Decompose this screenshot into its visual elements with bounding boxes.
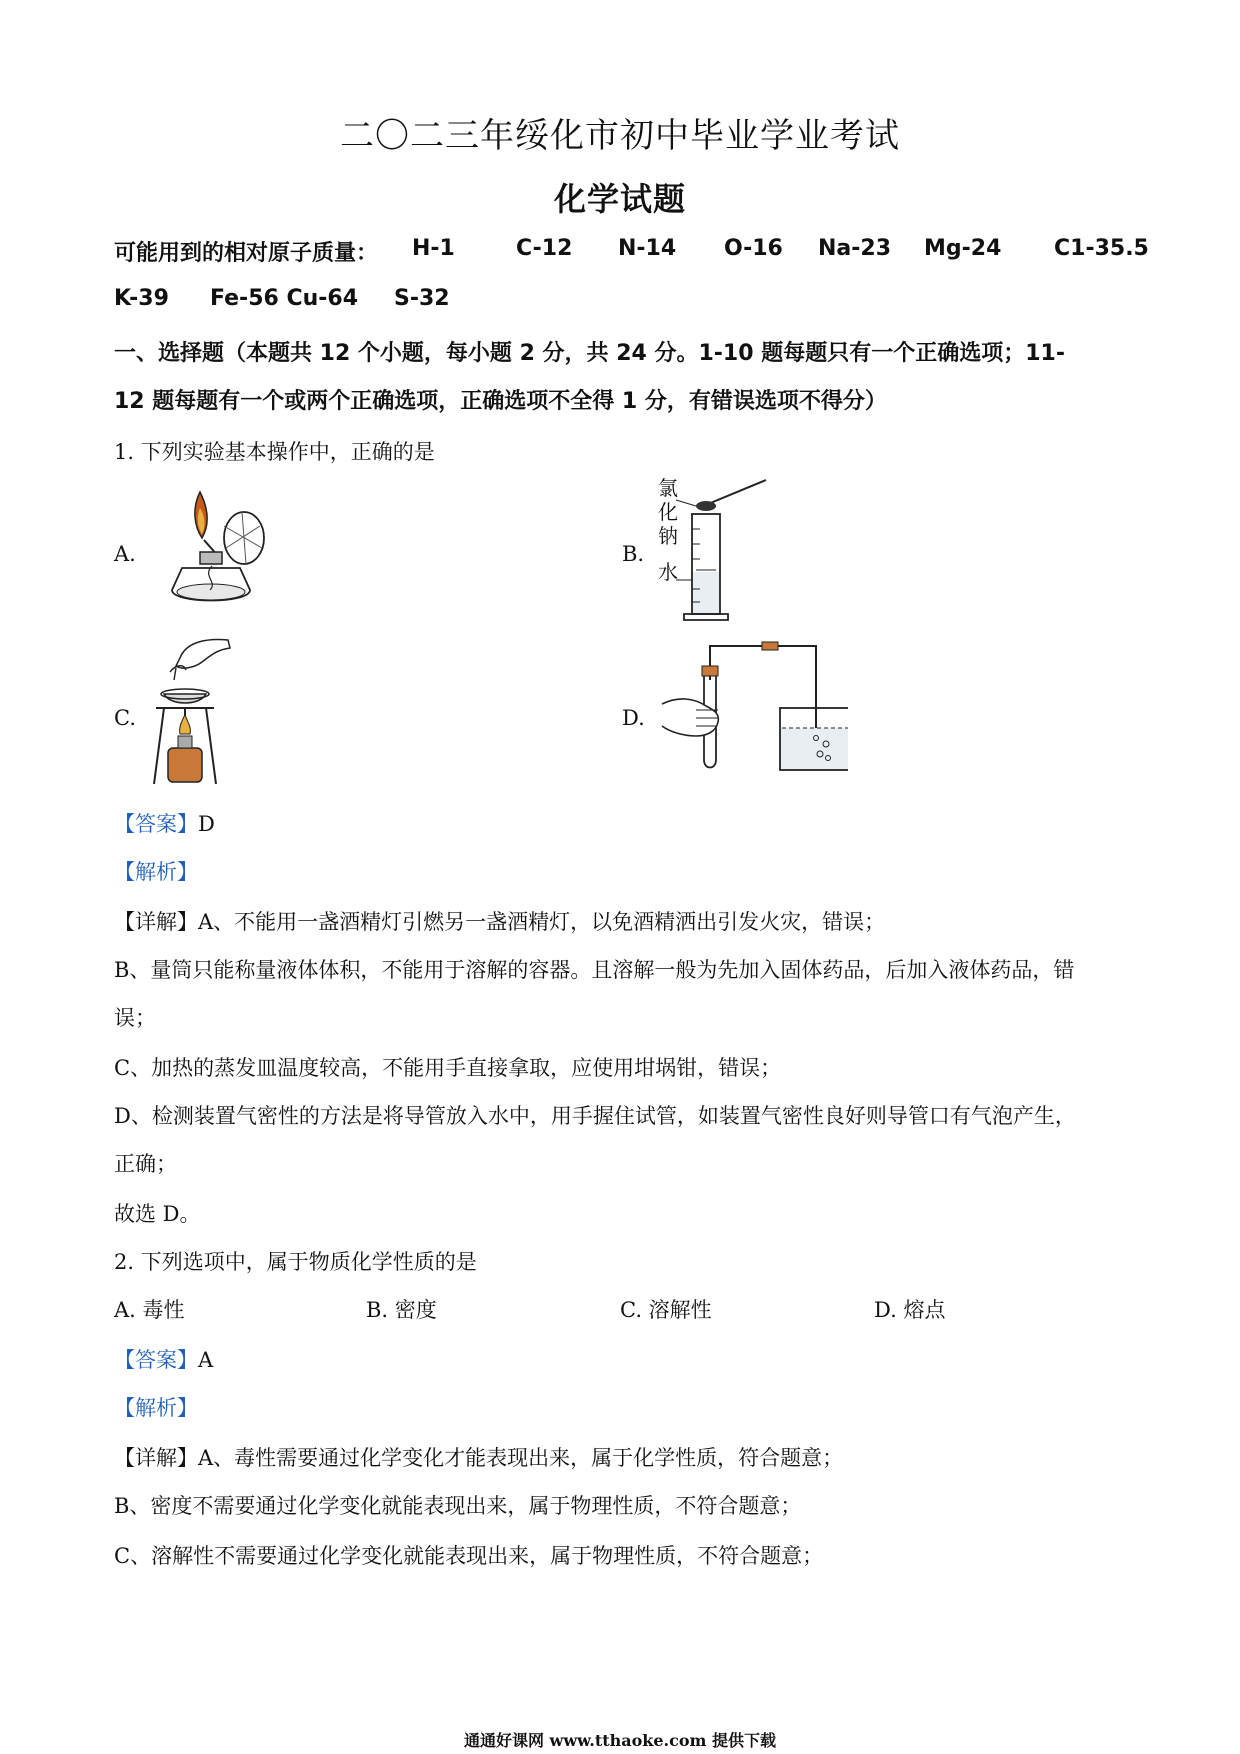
download-footer: 通通好课网 www.tthaoke.com 提供下载: [463, 1731, 777, 1750]
q1-detail-line-1: B、量筒只能称量液体体积，不能用于溶解的容器。且溶解一般为先加入固体药品，后加入液体药品，错: [114, 958, 1075, 982]
alcohol-lamp-figure: [152, 486, 272, 616]
label-chlor: 氯: [658, 476, 678, 500]
q1-option-a-label: A.: [114, 542, 136, 566]
q1-detail-text-0: A、不能用一盏酒精灯引燃另一盏酒精灯，以免酒精洒出引发火灾，错误；: [198, 910, 886, 934]
q2-answer: A: [198, 1348, 214, 1372]
q1-detail-line-2: 误；: [114, 1006, 156, 1030]
q2-option-d: D. 熔点: [874, 1298, 946, 1322]
section-heading-line1: 一、选择题（本题共 12 个小题，每小题 2 分，共 24 分。1-10 题每题只有一个正确选项；11-: [114, 341, 1065, 366]
mass-n: N-14: [618, 236, 677, 261]
evaporating-dish-figure: [150, 636, 240, 786]
airtightness-check-figure: [658, 640, 848, 774]
mass-k: K-39: [114, 286, 169, 311]
mass-cl: C1-35.5: [1054, 236, 1149, 261]
q1-option-d-label: D.: [622, 706, 645, 730]
q2-answer-tag: 【答案】: [114, 1348, 198, 1372]
q1-analysis-tag: 【解析】: [114, 860, 198, 884]
q2-option-b: B. 密度: [366, 1298, 437, 1322]
q2-analysis-line: [114, 1392, 198, 1422]
q1-answer: D: [198, 812, 215, 836]
mass-na: Na-23: [818, 236, 892, 261]
mass-h: H-1: [412, 236, 455, 261]
q1-answer-tag: 【答案】: [114, 812, 198, 836]
q2-stem: 2. 下列选项中，属于物质化学性质的是: [114, 1250, 477, 1274]
q2-detail-line-0: [114, 1442, 843, 1472]
q2-analysis-tag: 【解析】: [114, 1396, 198, 1420]
q2-detail-line-1: B、密度不需要通过化学变化就能表现出来，属于物理性质，不符合题意；: [114, 1494, 802, 1518]
q1-detail-tag: 【详解】: [114, 910, 198, 934]
label-hua: 化: [658, 500, 678, 524]
label-na: 钠: [658, 524, 678, 548]
q1-analysis-line: [114, 856, 198, 886]
mass-c: C-12: [516, 236, 573, 261]
q1-option-b-label: B.: [622, 542, 645, 566]
mass-s: S-32: [394, 286, 450, 311]
figure-b-label-column: [658, 476, 680, 584]
q1-detail-line-0: [114, 906, 885, 936]
q1-detail-line-4: D、检测装置气密性的方法是将导管放入水中，用手握住试管，如装置气密性良好则导管口有气泡产生，: [114, 1104, 1076, 1128]
q1-detail-line-6: 故选 D。: [114, 1202, 201, 1226]
mass-o: O-16: [724, 236, 783, 261]
mass-mg: Mg-24: [924, 236, 1002, 261]
section-heading-line2: 12 题每题有一个或两个正确选项，正确选项不全得 1 分，有错误选项不得分）: [114, 389, 887, 414]
q1-stem: 1. 下列实验基本操作中，正确的是: [114, 440, 435, 464]
mass-fe-cu: Fe-56 Cu-64: [210, 286, 359, 311]
q2-detail-text-0: A、毒性需要通过化学变化才能表现出来，属于化学性质，符合题意；: [198, 1446, 844, 1470]
q2-answer-line: [114, 1344, 213, 1374]
q1-answer-line: [114, 808, 215, 838]
q2-detail-tag: 【详解】: [114, 1446, 198, 1470]
q2-option-a: A. 毒性: [114, 1298, 185, 1322]
q1-option-c-label: C.: [114, 706, 136, 730]
atomic-masses-label: 可能用到的相对原子质量：: [114, 241, 379, 266]
q1-detail-line-5: 正确；: [114, 1152, 177, 1176]
exam-subtitle: 化学试题: [553, 180, 686, 218]
q2-detail-line-2: C、溶解性不需要通过化学变化就能表现出来，属于物理性质，不符合题意；: [114, 1544, 824, 1568]
q2-option-c: C. 溶解性: [620, 1298, 712, 1322]
q1-detail-line-3: C、加热的蒸发皿温度较高，不能用手直接拿取，应使用坩埚钳，错误；: [114, 1056, 782, 1080]
label-water: 水: [658, 560, 678, 584]
exam-title: 二〇二三年绥化市初中毕业学业考试: [340, 116, 900, 156]
